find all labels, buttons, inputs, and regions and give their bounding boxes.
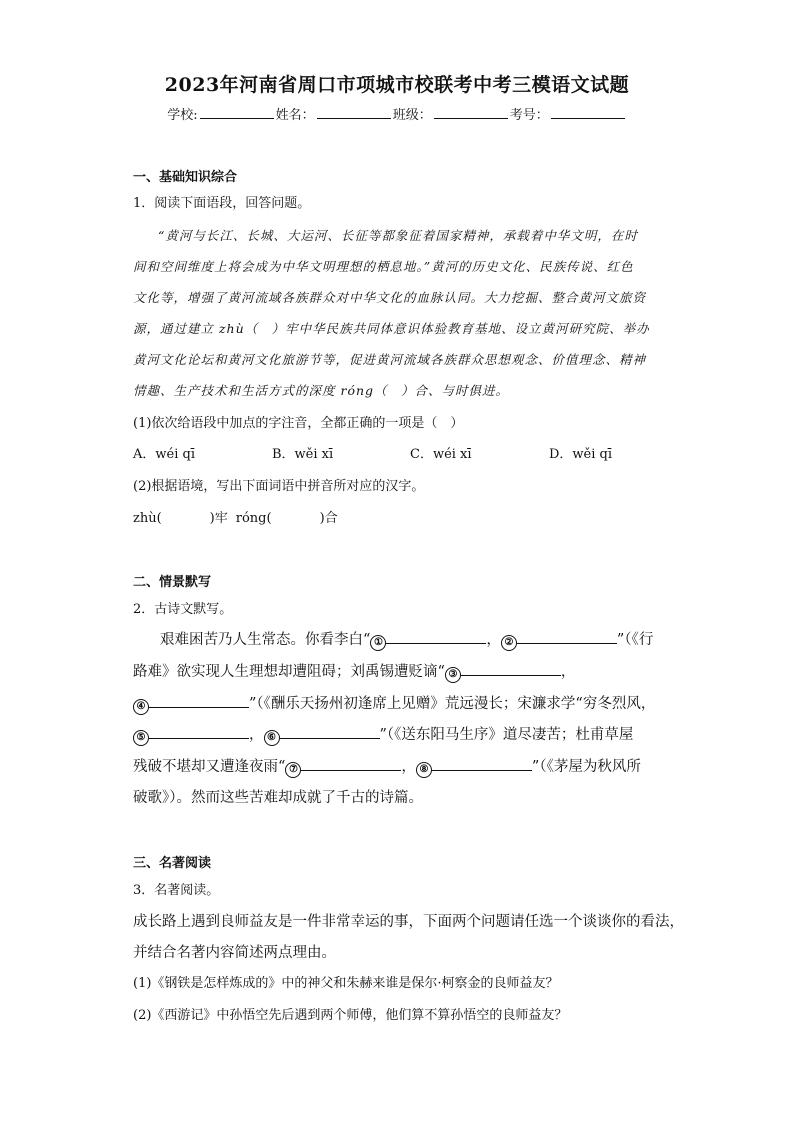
section-1-heading: 一、基础知识综合 [133, 170, 238, 185]
poem-line: 破歌》）。然而这些苦难却成就了千古的诗篇。 [133, 790, 423, 806]
passage-line: 文化等，增强了黄河流域各族群众对中华文化的血脉认同。大力挖掘、整合黄河文旅资 [133, 290, 647, 305]
blank-mark: ⑦ [285, 762, 301, 778]
student-info-row [0, 104, 794, 123]
question-1: 1．阅读下面语段，回答问题。 [133, 196, 311, 211]
blank-mark: ⑤ [133, 730, 149, 746]
poem-line: 路难》欲实现人生理想却遭阻碍；刘禹锡遭贬谪“ ③ ， [133, 660, 575, 683]
poem-line: ⑤ ， ⑥ ”（《送东阳马生序》道尽凄苦；杜甫草屋 [133, 723, 633, 746]
paragraph: 并结合名著内容简述两点理由。 [133, 945, 336, 961]
option-a[interactable]: A．wéi qī [133, 447, 195, 462]
passage-line: “黄河与长江、长城、大运河、长征等都象征着国家精神，承载着中华文明，在时 [158, 228, 638, 243]
name-blank[interactable] [317, 106, 391, 119]
sub-question-1: (1)《钢铁是怎样炼成的》中的神父和朱赫来谁是保尔·柯察金的良师益友？ [133, 976, 559, 991]
blank-mark: ④ [133, 699, 149, 715]
zhu-label: zhù( [133, 511, 162, 526]
passage-line: 黄河文化论坛和黄河文化旅游节等，促进黄河流域各族群众思想观念、价值理念、精神 [133, 352, 647, 367]
rong-suffix: )合 [319, 511, 338, 526]
school-blank[interactable] [200, 106, 274, 119]
pinyin-fill-row [133, 507, 338, 526]
passage-line: 间和空间维度上将会成为中华文明理想的栖息地。”黄河的历史文化、民族传说、红色 [133, 259, 634, 274]
answer-blank-1[interactable] [386, 630, 486, 644]
answer-blank-4[interactable] [149, 694, 249, 708]
blank-mark: ⑥ [264, 730, 280, 746]
poem-line: ④ ”（《酬乐天扬州初逢席上见赠》荒远漫长；宋濂求学“穷冬烈风， [133, 692, 655, 715]
zhu-suffix: )牢 [209, 511, 228, 526]
poem-line: 艰难困苦乃人生常态。你看李白“ ① ， ② ”（《行 [160, 628, 653, 651]
passage-line: 源，通过建立 zhù（ ）牢中华民族共同体意识体验教育基地、设立黄河研究院、举办 [133, 321, 650, 336]
rong-label: róng( [235, 511, 272, 526]
question-2: 2．古诗文默写。 [133, 602, 233, 617]
blank-mark: ③ [445, 667, 461, 683]
section-3-heading: 三、名著阅读 [133, 856, 212, 871]
option-c[interactable]: C．wéi xī [410, 447, 472, 462]
answer-blank-5[interactable] [149, 725, 249, 739]
option-b[interactable]: B．wěi xī [272, 447, 334, 462]
school-label: 学校: [167, 108, 198, 123]
option-d[interactable]: D．wěi qī [549, 447, 613, 462]
answer-blank-3[interactable] [461, 662, 561, 676]
passage-line: 情趣、生产技术和生活方式的深度 róng（ ）合、与时俱进。 [133, 383, 510, 398]
sub-question-2: (2)根据语境，写出下面词语中拼音所对应的汉字。 [133, 479, 425, 494]
exam-no-blank[interactable] [551, 106, 625, 119]
exam-no-label: 考号： [509, 108, 549, 123]
name-label: 姓名： [275, 108, 315, 123]
answer-blank-7[interactable] [301, 757, 401, 771]
page-title: 2023年河南省周口市项城市校联考中考三模语文试题 [164, 74, 630, 96]
class-label: 班级： [392, 108, 432, 123]
class-blank[interactable] [434, 106, 508, 119]
section-2-heading: 二、情景默写 [133, 575, 212, 590]
answer-blank-8[interactable] [432, 757, 532, 771]
question-3: 3．名著阅读。 [133, 883, 220, 898]
blank-mark: ⑧ [416, 762, 432, 778]
answer-blank-2[interactable] [517, 630, 617, 644]
answer-blank-6[interactable] [280, 725, 380, 739]
poem-line: 残破不堪却又遭逢夜雨“ ⑦ ， ⑧ ”（《茅屋为秋风所 [133, 755, 641, 778]
blank-mark: ① [370, 635, 386, 651]
sub-question-1: (1)依次给语段中加点的字注音，全都正确的一项是（ ） [133, 416, 464, 431]
blank-mark: ② [501, 635, 517, 651]
paragraph: 成长路上遇到良师益友是一件非常幸运的事，下面两个问题请任选一个谈谈你的看法， [133, 914, 684, 930]
sub-question-2: (2)《西游记》中孙悟空先后遇到两个师傅，他们算不算孙悟空的良师益友？ [133, 1008, 568, 1023]
